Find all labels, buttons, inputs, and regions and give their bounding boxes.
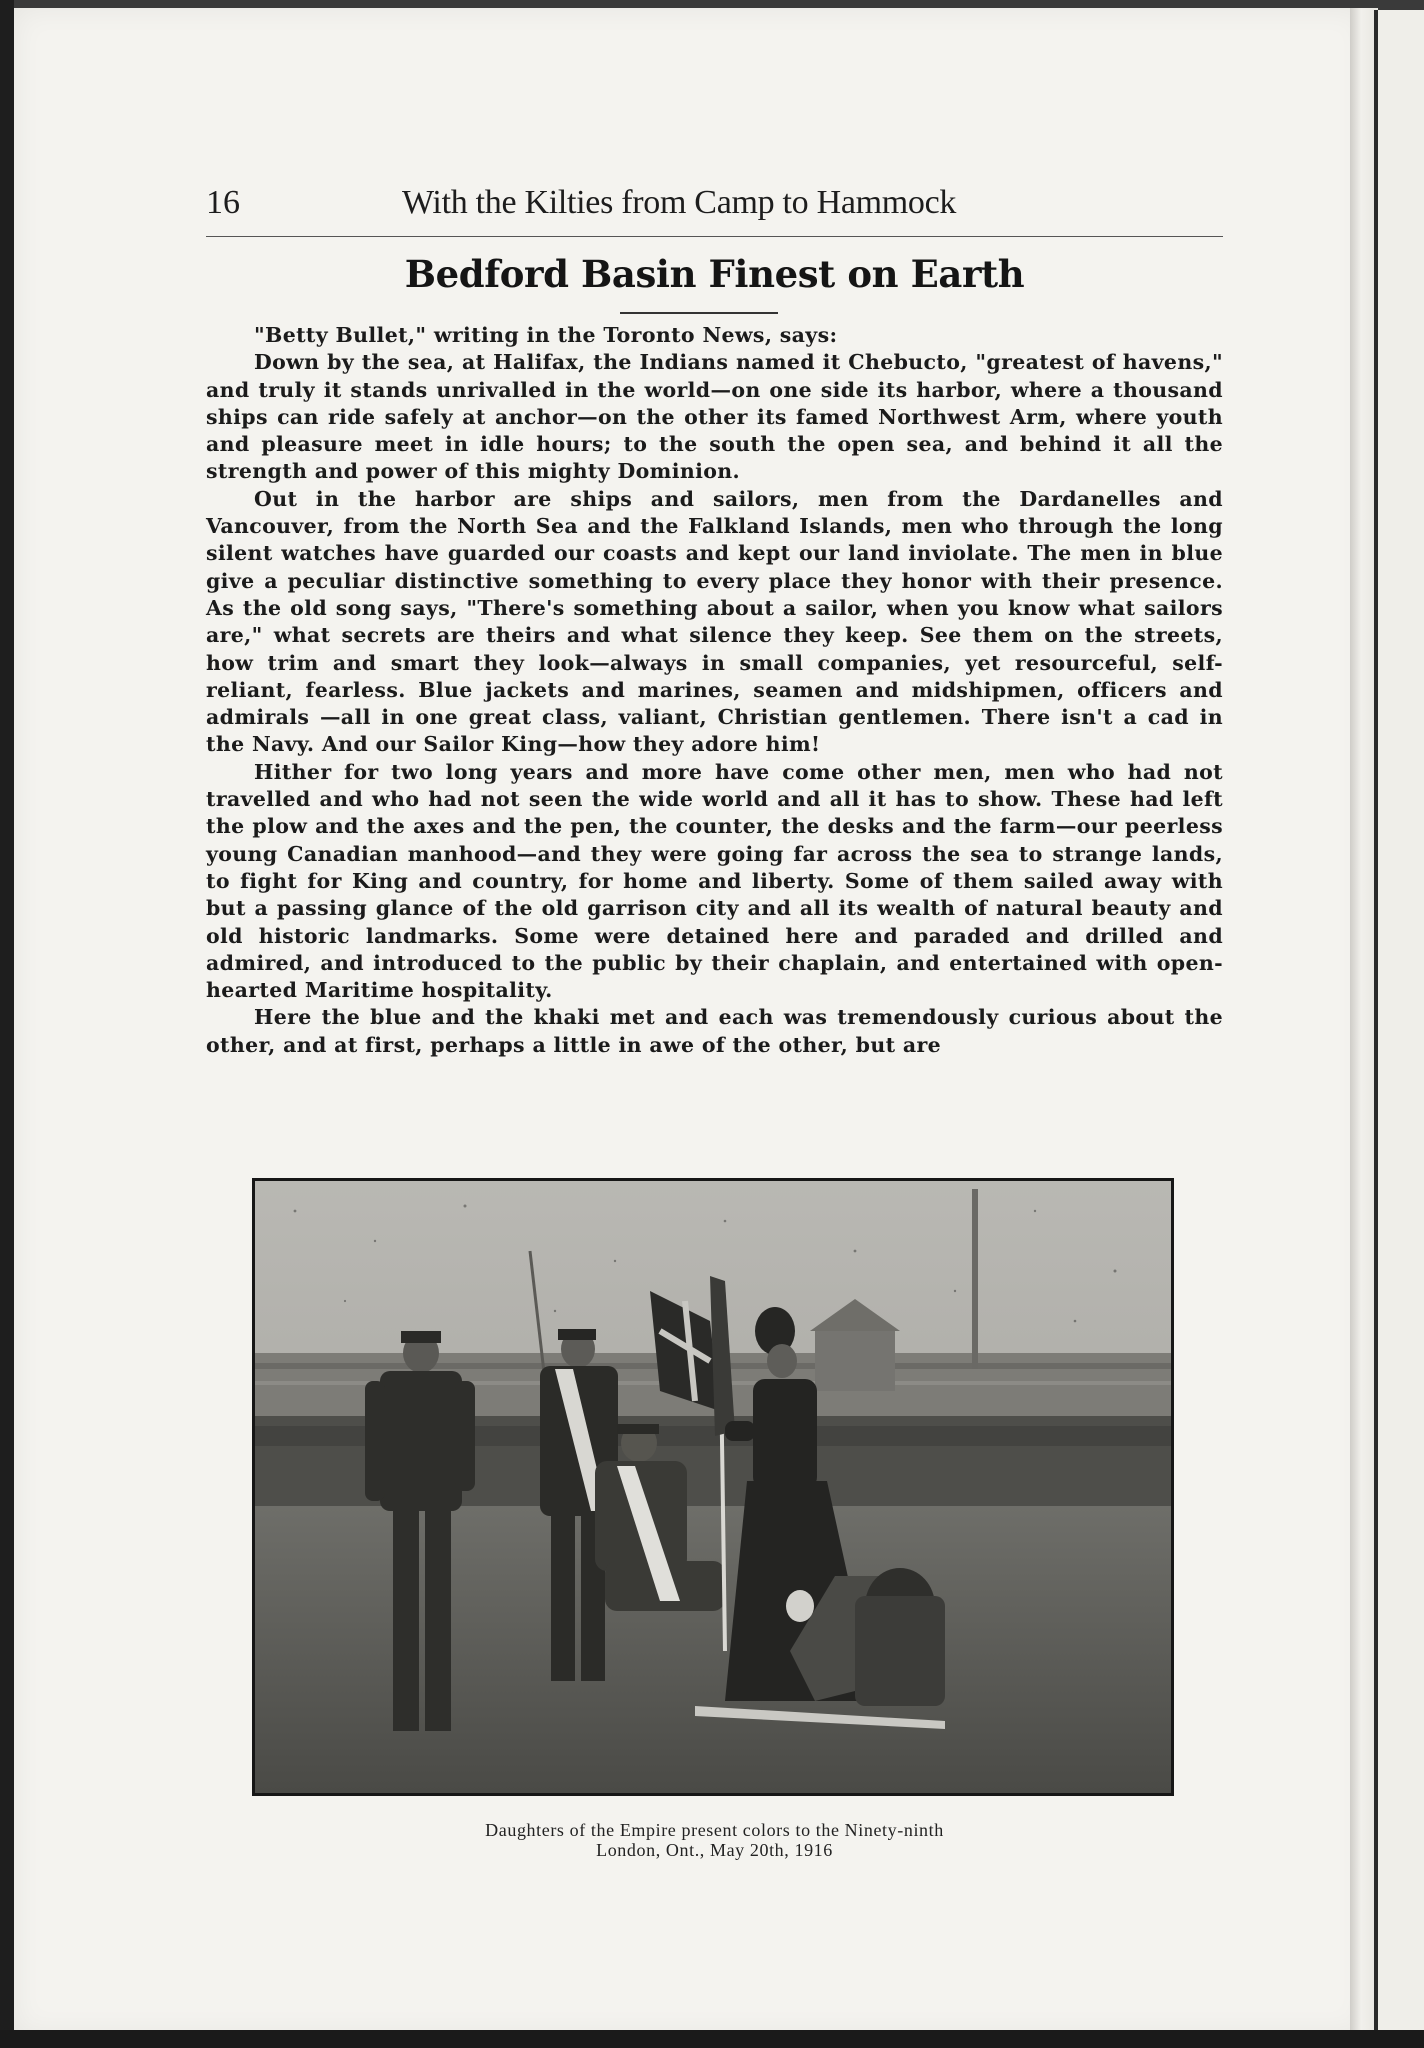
photo-caption [206,1820,1223,1860]
caption-line: London, Ont., May 20th, 1916 [596,1840,833,1860]
title-rule [620,312,778,314]
paragraph: Out in the harbor are ships and sailors, men from the Dardanelles and Vancouver, from the North Sea and the Falkland Islands, men who through the long silent watches have guarded our coasts and kept our land inviolate. The men in blue give a peculiar distinctive something to every place they honor with their presence. As the old song says, "There's something about a sailor, when you know what sailors are," what secrets are theirs and what silence they keep. See them on the streets, how trim and smart they look—always in small companies, yet resourceful, self-reliant, fearless. Blue jackets and marines, seamen and midshipmen, officers and admirals —all in one great class, valiant, Christian gentlemen. There isn't a cad in the Navy. And our Sailor King—how they adore him! [206,486,1223,757]
page-number: 16 [206,184,240,221]
photo-illustration [255,1181,1171,1793]
article-body [206,322,1223,1059]
caption-line: Daughters of the Empire present colors to the Ninety-ninth [485,1820,944,1840]
facing-page [1378,10,1424,2048]
running-header [206,184,1223,237]
paragraph: Down by the sea, at Halifax, the Indians named it Chebucto, "greatest of havens," and truly it stands unrivalled in the world—on one side its harbor, where a thousand ships can ride safely at anchor—on the other its famed Northwest Arm, where youth and pleasure meet in idle hours; to the south the open sea, and behind it all the strength and power of this mighty Dominion. [206,350,1223,484]
scan-border-left [0,0,14,2048]
photograph [252,1178,1174,1796]
paragraph: "Betty Bullet," writing in the Toronto News, says: [254,323,838,347]
article-title: Bedford Basin Finest on Earth [404,252,1025,296]
running-title: With the Kilties from Camp to Hammock [402,184,957,221]
scan-border-bottom [0,2030,1424,2048]
paragraph: Hither for two long years and more have come other men, men who had not travelled and who had not seen the wide world and all it has to show. These had left the plow and the axes and the pen, the counter, the desks and the farm—our peerless young Canadian manhood—and they were going far across the sea to strange lands, to fight for King and country, for home and liberty. Some of them sailed away with but a passing glance of the old garrison city and all its wealth of natural beauty and old historic landmarks. Some were detained here and paraded and drilled and admired, and introduced to the public by their chaplain, and entertained with open-hearted Maritime hospitality. [206,759,1223,1003]
paragraph: Here the blue and the khaki met and each was tremendously curious about the other, and at first, perhaps a little in awe of the other, but are [206,1005,1223,1057]
